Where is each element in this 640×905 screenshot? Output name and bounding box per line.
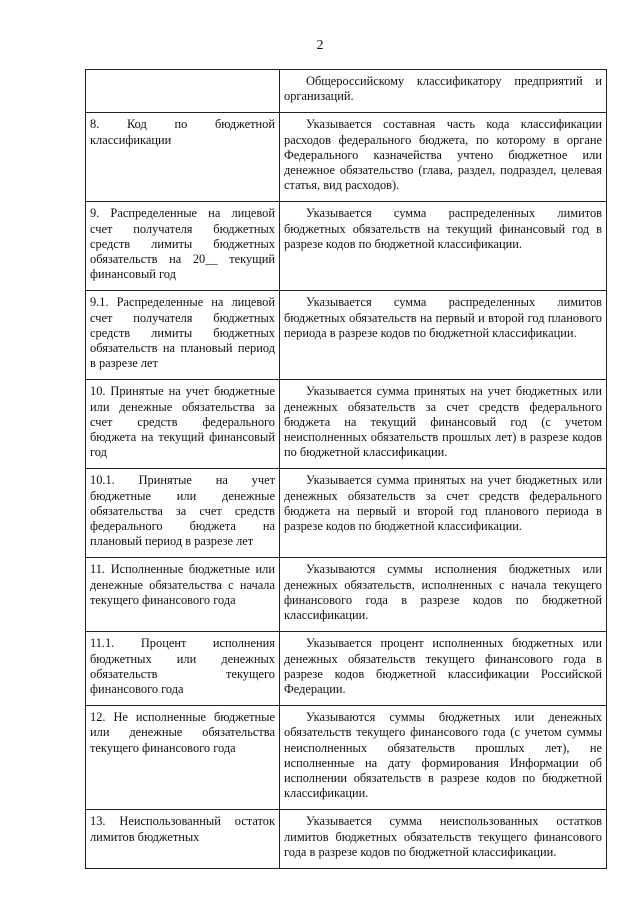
field-description-cell: Указывается сумма принятых на учет бюджетных или денежных обязательств за счет средств федерального бюджета на текущий финансовый год (с учетом неисполненных обязательств прошлых лет) в разрезе кодов по бюджетной классификации. xyxy=(280,380,607,469)
field-description-cell: Указывается сумма распределенных лимитов бюджетных обязательств на первый и второй год планового периода в разрезе кодов по бюджетной классификации. xyxy=(280,291,607,380)
field-name-cell: 8. Код по бюджетной классификации xyxy=(86,113,280,202)
field-name-cell: 11.1. Процент исполнения бюджетных или денежных обязательств текущего финансового года xyxy=(86,632,280,706)
field-name-cell: 10. Принятые на учет бюджетные или денежные обязательства за счет средств федерального бюджета на текущий финансовый год xyxy=(86,380,280,469)
field-description-cell: Указывается сумма неиспользованных остатков лимитов бюджетных обязательств текущего финансового года в разрезе кодов по бюджетной классификации. xyxy=(280,810,607,869)
field-description-cell: Указывается процент исполненных бюджетных или денежных обязательств текущего финансового года в разрезе кодов бюджетной классификации Российской Федерации. xyxy=(280,632,607,706)
page-number: 2 xyxy=(316,38,324,53)
field-description-cell: Указывается сумма принятых на учет бюджетных или денежных обязательств за счет средств федерального бюджета на первый и второй год планового периода в разрезе кодов по бюджетной классификации. xyxy=(280,469,607,558)
table-row xyxy=(86,202,607,291)
table-row xyxy=(86,810,607,869)
field-description-cell: Указываются суммы исполнения бюджетных или денежных обязательств, исполненных с начала текущего финансового года в разрезе кодов по бюджетной классификации. xyxy=(280,558,607,632)
field-name-cell: 12. Не исполненные бюджетные или денежные обязательства текущего финансового года xyxy=(86,706,280,810)
table-row xyxy=(86,113,607,202)
table-row xyxy=(86,706,607,810)
field-description-cell: Указывается сумма распределенных лимитов бюджетных обязательств на текущий финансовый год в разрезе кодов по бюджетной классификации. xyxy=(280,202,607,291)
table-row xyxy=(86,469,607,558)
field-description-cell: Общероссийскому классификатору предприятий и организаций. xyxy=(280,70,607,113)
field-name-cell: 9. Распределенные на лицевой счет получателя бюджетных средств лимиты бюджетных обязательств на 20__ текущий финансовый год xyxy=(86,202,280,291)
field-name-cell: 13. Неиспользованный остаток лимитов бюджетных xyxy=(86,810,280,869)
field-name-cell: 11. Исполненные бюджетные или денежные обязательства с начала текущего финансового года xyxy=(86,558,280,632)
field-name-cell xyxy=(86,70,280,113)
table-row xyxy=(86,380,607,469)
table-row xyxy=(86,70,607,113)
field-description-cell: Указывается составная часть кода классификации расходов федерального бюджета, по которому в органе Федерального казначейства учтено бюджетное или денежное обязательство (глава, раздел, подраздел, целевая статья, вид расходов). xyxy=(280,113,607,202)
field-description-cell: Указываются суммы бюджетных или денежных обязательств текущего финансового года (с учетом суммы неисполненных обязательств прошлых лет), не исполненные на дату формирования Информации об исполнении обязательств в разрезе кодов по бюджетной классификации. xyxy=(280,706,607,810)
field-name-cell: 9.1. Распределенные на лицевой счет получателя бюджетных средств лимиты бюджетных обязательств на плановый период в разрезе лет xyxy=(86,291,280,380)
table-row xyxy=(86,558,607,632)
table-row xyxy=(86,291,607,380)
table-row xyxy=(86,632,607,706)
field-name-cell: 10.1. Принятые на учет бюджетные или денежные обязательства за счет средств федерального бюджета на плановый период в разрезе лет xyxy=(86,469,280,558)
field-description-table xyxy=(85,69,607,869)
